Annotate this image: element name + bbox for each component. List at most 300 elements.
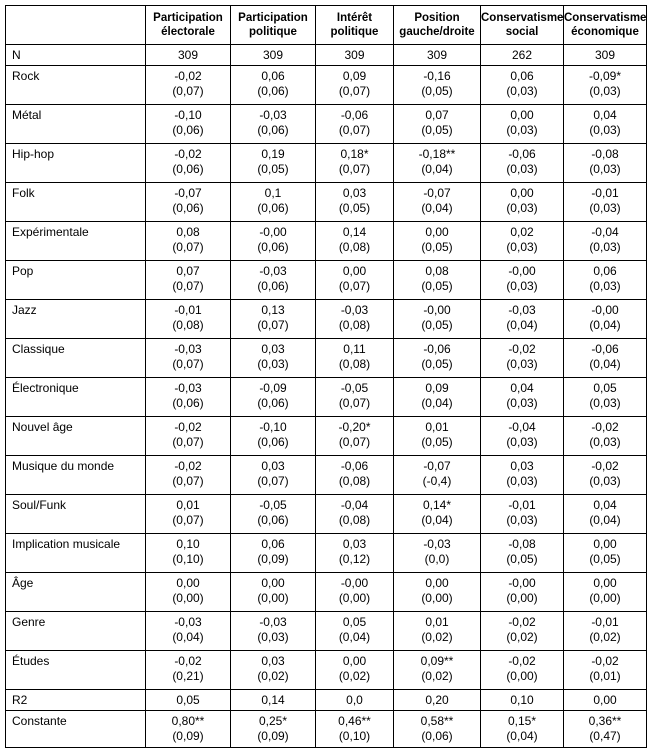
coefficient-value: -0,06 xyxy=(340,459,369,473)
table-cell xyxy=(146,105,231,144)
coefficient-value: -0,03 xyxy=(174,615,202,629)
standard-error-value: (0,05) xyxy=(421,123,453,137)
coefficient-value: 0,05 xyxy=(342,615,367,629)
coefficient-value: -0,07 xyxy=(423,186,451,200)
coefficient-value: 0,00 xyxy=(593,537,617,551)
standard-error-value: (0,05) xyxy=(421,279,453,293)
standard-error-value: (0,07) xyxy=(257,318,289,332)
coefficient-value: -0,01 xyxy=(591,186,619,200)
table-cell xyxy=(146,456,231,495)
coefficient-value: -0,01 xyxy=(174,303,202,317)
standard-error-value: (0,04) xyxy=(421,201,453,215)
standard-error-value: (0,03) xyxy=(589,240,621,254)
standard-error-value: (0,00) xyxy=(506,669,538,683)
standard-error-value: (0,04) xyxy=(421,162,453,176)
table-row xyxy=(6,573,647,612)
header-participation-politique: Participation politique xyxy=(231,6,316,45)
table-cell xyxy=(564,222,647,261)
coefficient-value: -0,09 xyxy=(259,381,287,395)
coefficient-value: 0,46** xyxy=(338,714,371,728)
table-cell xyxy=(231,378,316,417)
standard-error-value: (0,05) xyxy=(421,435,453,449)
table-cell xyxy=(316,711,394,748)
standard-error-value: (0,03) xyxy=(506,279,538,293)
row-label: Études xyxy=(6,651,146,690)
table-cell xyxy=(394,183,481,222)
table-cell xyxy=(394,417,481,456)
table-cell xyxy=(231,573,316,612)
coefficient-value: -0,08 xyxy=(591,147,619,161)
coefficient-value: -0,05 xyxy=(259,498,287,512)
coefficient-value: 0,00 xyxy=(342,264,367,278)
table-row xyxy=(6,612,647,651)
table-cell xyxy=(394,612,481,651)
standard-error-value: (0,06) xyxy=(257,84,289,98)
table-cell: 0,10 xyxy=(481,690,564,711)
coefficient-value: -0,06 xyxy=(591,342,619,356)
coefficient-value: -0,04 xyxy=(340,498,369,512)
coefficient-value: 0,00 xyxy=(510,108,534,122)
table-cell xyxy=(481,573,564,612)
table-cell xyxy=(394,300,481,339)
table-cell xyxy=(146,261,231,300)
table-row xyxy=(6,66,647,105)
table-cell xyxy=(564,378,647,417)
standard-error-value: (0,07) xyxy=(172,513,204,527)
coefficient-value: -0,00 xyxy=(423,303,451,317)
coefficient-value: 0,25* xyxy=(258,714,288,728)
table-cell xyxy=(564,300,647,339)
coefficient-value: 0,01 xyxy=(425,615,449,629)
table-cell xyxy=(146,651,231,690)
standard-error-value: (0,04) xyxy=(172,630,204,644)
coefficient-value: -0,07 xyxy=(174,186,202,200)
table-cell xyxy=(146,222,231,261)
table-cell xyxy=(316,66,394,105)
coefficient-value: 0,07 xyxy=(425,108,449,122)
header-conservatisme-social: Conservatisme social xyxy=(481,6,564,45)
table-cell xyxy=(564,612,647,651)
table-cell xyxy=(231,261,316,300)
coefficient-value: 0,03 xyxy=(261,459,285,473)
standard-error-value: (0,07) xyxy=(338,396,371,410)
table-cell xyxy=(564,534,647,573)
coefficient-value: -0,10 xyxy=(259,420,287,434)
coefficient-value: 0,04 xyxy=(510,381,534,395)
table-cell: 0,0 xyxy=(316,690,394,711)
standard-error-value: (0,08) xyxy=(172,318,204,332)
coefficient-value: 0,05 xyxy=(593,381,617,395)
table-cell xyxy=(564,711,647,748)
table-cell xyxy=(481,66,564,105)
standard-error-value: (0,04) xyxy=(589,513,621,527)
coefficient-value: 0,00 xyxy=(176,576,200,590)
coefficient-value: -0,00 xyxy=(340,576,369,590)
table-cell xyxy=(394,378,481,417)
standard-error-value: (0,03) xyxy=(506,201,538,215)
table-row xyxy=(6,183,647,222)
standard-error-value: (0,06) xyxy=(257,201,289,215)
standard-error-value: (0,06) xyxy=(421,729,453,743)
standard-error-value: (0,06) xyxy=(257,279,289,293)
table-cell xyxy=(481,711,564,748)
standard-error-value: (0,04) xyxy=(506,729,538,743)
coefficient-value: 0,14* xyxy=(422,498,452,512)
coefficient-value: -0,03 xyxy=(508,303,536,317)
table-cell xyxy=(316,456,394,495)
standard-error-value: (0,10) xyxy=(172,552,204,566)
coefficient-value: -0,03 xyxy=(259,615,287,629)
table-cell xyxy=(564,456,647,495)
coefficient-value: -0,03 xyxy=(174,342,202,356)
standard-error-value: (0,04) xyxy=(421,513,453,527)
standard-error-value: (0,03) xyxy=(589,396,621,410)
table-cell xyxy=(481,339,564,378)
table-cell xyxy=(146,378,231,417)
standard-error-value: (0,04) xyxy=(589,357,621,371)
table-cell xyxy=(316,534,394,573)
standard-error-value: (0,06) xyxy=(172,162,204,176)
table-cell xyxy=(394,573,481,612)
table-cell xyxy=(316,144,394,183)
coefficient-value: 0,02 xyxy=(510,225,534,239)
table-cell xyxy=(481,651,564,690)
coefficient-value: 0,15* xyxy=(507,714,537,728)
coefficient-value: 0,03 xyxy=(261,342,285,356)
standard-error-value: (0,0) xyxy=(424,552,450,566)
standard-error-value: (0,07) xyxy=(338,123,371,137)
coefficient-value: 0,1 xyxy=(264,186,282,200)
table-cell xyxy=(481,144,564,183)
standard-error-value: (0,01) xyxy=(589,669,621,683)
table-cell xyxy=(146,573,231,612)
standard-error-value: (0,09) xyxy=(172,729,204,743)
standard-error-value: (0,04) xyxy=(421,396,453,410)
coefficient-value: 0,80** xyxy=(171,714,205,728)
coefficient-value: -0,05 xyxy=(340,381,369,395)
standard-error-value: (0,06) xyxy=(257,513,289,527)
table-cell xyxy=(564,261,647,300)
standard-error-value: (0,00) xyxy=(257,591,289,605)
standard-error-value: (0,03) xyxy=(257,630,289,644)
standard-error-value: (0,04) xyxy=(506,318,538,332)
sample-size-row xyxy=(6,45,647,66)
standard-error-value: (0,03) xyxy=(506,357,538,371)
row-label: Constante xyxy=(6,711,146,748)
table-cell xyxy=(231,144,316,183)
coefficient-value: -0,00 xyxy=(508,576,536,590)
coefficient-value: 0,04 xyxy=(593,498,617,512)
table-cell xyxy=(481,495,564,534)
row-label: Rock xyxy=(6,66,146,105)
standard-error-value: (0,03) xyxy=(589,474,621,488)
standard-error-value: (0,06) xyxy=(257,396,289,410)
standard-error-value: (0,06) xyxy=(257,240,289,254)
coefficient-value: 0,58** xyxy=(420,714,454,728)
standard-error-value: (0,02) xyxy=(421,669,453,683)
standard-error-value: (0,09) xyxy=(257,729,289,743)
table-row xyxy=(6,261,647,300)
standard-error-value: (0,03) xyxy=(589,162,621,176)
standard-error-value: (0,05) xyxy=(589,552,621,566)
standard-error-value: (0,05) xyxy=(421,240,453,254)
table-cell xyxy=(146,534,231,573)
standard-error-value: (0,05) xyxy=(421,84,453,98)
table-cell xyxy=(146,339,231,378)
table-cell xyxy=(564,417,647,456)
table-cell xyxy=(146,495,231,534)
coefficient-value: 0,19 xyxy=(261,147,285,161)
table-cell xyxy=(146,144,231,183)
standard-error-value: (0,06) xyxy=(172,123,204,137)
table-cell xyxy=(316,105,394,144)
coefficient-value: 0,07 xyxy=(176,264,200,278)
row-label: Pop xyxy=(6,261,146,300)
table-cell xyxy=(394,261,481,300)
coefficient-value: 0,18* xyxy=(340,147,369,161)
standard-error-value: (0,03) xyxy=(506,240,538,254)
coefficient-value: 0,00 xyxy=(510,186,534,200)
coefficient-value: -0,06 xyxy=(508,147,536,161)
table-cell xyxy=(316,300,394,339)
table-cell xyxy=(231,417,316,456)
table-cell xyxy=(481,456,564,495)
standard-error-value: (0,09) xyxy=(257,552,289,566)
table-cell xyxy=(564,66,647,105)
table-cell xyxy=(564,339,647,378)
standard-error-value: (0,06) xyxy=(257,123,289,137)
coefficient-value: 0,03 xyxy=(510,459,534,473)
row-label: Classique xyxy=(6,339,146,378)
standard-error-value: (0,07) xyxy=(172,84,204,98)
standard-error-value: (0,06) xyxy=(172,396,204,410)
standard-error-value: (0,07) xyxy=(172,240,204,254)
table-cell: 262 xyxy=(481,45,564,66)
coefficient-value: 0,06 xyxy=(261,537,285,551)
standard-error-value: (-0,4) xyxy=(422,474,452,488)
coefficient-value: 0,36** xyxy=(588,714,622,728)
coefficient-value: -0,16 xyxy=(423,69,451,83)
coefficient-value: -0,00 xyxy=(259,225,287,239)
coefficient-value: -0,03 xyxy=(259,264,287,278)
table-row xyxy=(6,300,647,339)
standard-error-value: (0,05) xyxy=(421,318,453,332)
standard-error-value: (0,03) xyxy=(506,474,538,488)
row-label: Expérimentale xyxy=(6,222,146,261)
table-cell xyxy=(481,222,564,261)
coefficient-value: 0,08 xyxy=(176,225,200,239)
standard-error-value: (0,03) xyxy=(506,435,538,449)
coefficient-value: -0,02 xyxy=(174,69,202,83)
table-cell xyxy=(146,612,231,651)
row-label: Folk xyxy=(6,183,146,222)
table-cell xyxy=(231,105,316,144)
coefficient-value: -0,02 xyxy=(174,459,202,473)
table-cell xyxy=(316,339,394,378)
table-cell xyxy=(146,183,231,222)
coefficient-value: 0,06 xyxy=(510,69,534,83)
table-body xyxy=(6,45,647,748)
coefficient-value: 0,13 xyxy=(261,303,285,317)
row-label: Électronique xyxy=(6,378,146,417)
table-cell xyxy=(481,183,564,222)
standard-error-value: (0,03) xyxy=(506,513,538,527)
table-row xyxy=(6,456,647,495)
table-cell xyxy=(394,456,481,495)
coefficient-value: -0,03 xyxy=(340,303,369,317)
standard-error-value: (0,02) xyxy=(421,630,453,644)
table-cell xyxy=(316,612,394,651)
table-row xyxy=(6,534,647,573)
table-cell xyxy=(394,651,481,690)
table-cell xyxy=(231,612,316,651)
coefficient-value: -0,02 xyxy=(508,615,536,629)
table-cell xyxy=(481,534,564,573)
table-cell xyxy=(316,495,394,534)
table-cell xyxy=(481,378,564,417)
standard-error-value: (0,05) xyxy=(338,201,371,215)
row-label: Implication musicale xyxy=(6,534,146,573)
table-cell xyxy=(146,300,231,339)
table-cell xyxy=(231,651,316,690)
table-cell xyxy=(394,222,481,261)
coefficient-value: -0,20* xyxy=(338,420,371,434)
standard-error-value: (0,07) xyxy=(338,84,371,98)
table-cell xyxy=(316,417,394,456)
table-row xyxy=(6,651,647,690)
standard-error-value: (0,03) xyxy=(506,162,538,176)
coefficient-value: 0,09 xyxy=(425,381,449,395)
r-squared-row xyxy=(6,690,647,711)
coefficient-value: 0,00 xyxy=(425,576,449,590)
row-label: Nouvel âge xyxy=(6,417,146,456)
coefficient-value: 0,01 xyxy=(425,420,449,434)
coefficient-value: -0,02 xyxy=(174,420,202,434)
table-cell xyxy=(146,711,231,748)
table-cell xyxy=(481,300,564,339)
coefficient-value: 0,09 xyxy=(342,69,367,83)
table-row xyxy=(6,339,647,378)
standard-error-value: (0,03) xyxy=(589,84,621,98)
coefficient-value: 0,04 xyxy=(593,108,617,122)
standard-error-value: (0,02) xyxy=(257,669,289,683)
table-cell xyxy=(394,711,481,748)
table-cell xyxy=(231,534,316,573)
row-label: Soul/Funk xyxy=(6,495,146,534)
coefficient-value: -0,18** xyxy=(418,147,456,161)
coefficient-value: -0,02 xyxy=(591,654,619,668)
table-cell xyxy=(231,495,316,534)
standard-error-value: (0,03) xyxy=(589,123,621,137)
row-label: N xyxy=(6,45,146,66)
standard-error-value: (0,02) xyxy=(506,630,538,644)
table-cell: 0,00 xyxy=(564,690,647,711)
table-cell xyxy=(231,711,316,748)
table-cell xyxy=(481,105,564,144)
table-cell xyxy=(316,261,394,300)
table-cell: 309 xyxy=(564,45,647,66)
header-participation-electorale: Participation électorale xyxy=(146,6,231,45)
table-cell xyxy=(146,66,231,105)
table-row xyxy=(6,378,647,417)
coefficient-value: -0,02 xyxy=(174,147,202,161)
standard-error-value: (0,05) xyxy=(421,357,453,371)
coefficient-value: -0,09* xyxy=(588,69,622,83)
standard-error-value: (0,07) xyxy=(172,474,204,488)
coefficient-value: -0,02 xyxy=(508,342,536,356)
table-row xyxy=(6,222,647,261)
standard-error-value: (0,00) xyxy=(338,591,371,605)
coefficient-value: -0,07 xyxy=(423,459,451,473)
standard-error-value: (0,08) xyxy=(338,357,371,371)
coefficient-value: -0,03 xyxy=(174,381,202,395)
coefficient-value: 0,09** xyxy=(420,654,454,668)
coefficient-value: 0,00 xyxy=(261,576,285,590)
standard-error-value: (0,06) xyxy=(172,201,204,215)
coefficient-value: -0,03 xyxy=(259,108,287,122)
coefficient-value: -0,06 xyxy=(423,342,451,356)
table-cell: 309 xyxy=(394,45,481,66)
coefficient-value: 0,14 xyxy=(342,225,367,239)
table-cell xyxy=(231,222,316,261)
table-cell xyxy=(481,417,564,456)
coefficient-value: 0,10 xyxy=(176,537,200,551)
standard-error-value: (0,04) xyxy=(338,630,371,644)
table-cell xyxy=(394,105,481,144)
table-cell xyxy=(231,339,316,378)
standard-error-value: (0,08) xyxy=(338,474,371,488)
standard-error-value: (0,06) xyxy=(257,435,289,449)
coefficient-value: -0,04 xyxy=(591,225,619,239)
standard-error-value: (0,03) xyxy=(506,123,538,137)
coefficient-value: -0,10 xyxy=(174,108,202,122)
standard-error-value: (0,03) xyxy=(506,396,538,410)
table-cell xyxy=(316,573,394,612)
standard-error-value: (0,21) xyxy=(172,669,204,683)
table-cell: 309 xyxy=(231,45,316,66)
coefficient-value: 0,03 xyxy=(342,537,367,551)
table-cell xyxy=(564,495,647,534)
standard-error-value: (0,08) xyxy=(338,513,371,527)
table-cell xyxy=(231,183,316,222)
standard-error-value: (0,00) xyxy=(172,591,204,605)
standard-error-value: (0,07) xyxy=(338,279,371,293)
standard-error-value: (0,10) xyxy=(338,729,371,743)
coefficient-value: 0,00 xyxy=(425,225,449,239)
regression-table xyxy=(5,5,647,748)
table-cell xyxy=(316,378,394,417)
row-label: Métal xyxy=(6,105,146,144)
standard-error-value: (0,03) xyxy=(506,84,538,98)
table-cell xyxy=(146,417,231,456)
standard-error-value: (0,00) xyxy=(421,591,453,605)
table-row xyxy=(6,144,647,183)
coefficient-value: 0,06 xyxy=(261,69,285,83)
standard-error-value: (0,02) xyxy=(338,669,371,683)
table-cell xyxy=(394,66,481,105)
coefficient-value: 0,06 xyxy=(593,264,617,278)
table-row xyxy=(6,711,647,748)
row-label: Musique du monde xyxy=(6,456,146,495)
header-blank-cell xyxy=(6,6,146,45)
standard-error-value: (0,03) xyxy=(589,201,621,215)
coefficient-value: 0,03 xyxy=(261,654,285,668)
standard-error-value: (0,03) xyxy=(257,357,289,371)
coefficient-value: -0,06 xyxy=(340,108,369,122)
table-cell xyxy=(394,495,481,534)
coefficient-value: 0,01 xyxy=(176,498,200,512)
row-label: Genre xyxy=(6,612,146,651)
